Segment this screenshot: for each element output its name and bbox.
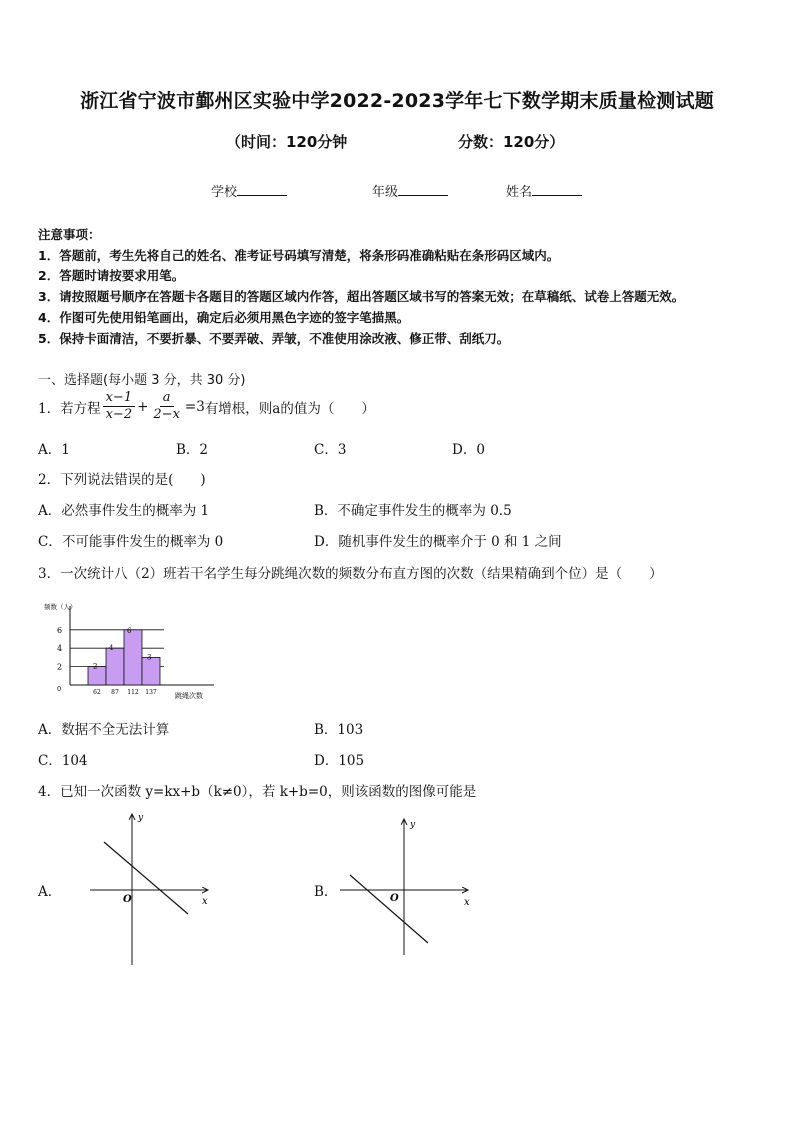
question-1-stem: [38, 390, 375, 423]
q1-fraction-1: [103, 390, 136, 423]
chart-ylabel: 频数（人）: [44, 603, 77, 611]
q1-option-d: D．0: [452, 442, 485, 458]
q1-fraction-2: [150, 390, 183, 423]
question-2-stem: 2．下列说法错误的是( ): [38, 472, 206, 488]
chart-bar-112: [124, 630, 142, 685]
q1-option-b: B．2: [176, 442, 209, 458]
q3-option-a: A．数据不全无法计算: [38, 722, 170, 738]
question-4-stem: 4．已知一次函数 y=kx+b（k≠0），若 k+b=0，则该函数的图像可能是: [38, 784, 477, 800]
q4-graph-a: [90, 810, 220, 970]
graph-a-origin: O: [123, 894, 132, 905]
name-field: [506, 181, 582, 200]
exam-time: （时间：120分钟: [226, 133, 348, 151]
q2-option-d: D．随机事件发生的概率介于 0 和 1 之间: [314, 534, 562, 550]
chart-bar-value-112: 6: [127, 626, 132, 635]
notice-item-1: 1．答题前，考生先将自己的姓名、准考证号码填写清楚，将条形码准确粘贴在条形码区域内。: [38, 248, 560, 263]
school-label: 学校: [211, 185, 238, 200]
name-label: 姓名: [506, 185, 533, 200]
q2-option-a: A．必然事件发生的概率为 1: [38, 503, 210, 519]
chart-bar-value-137: 3: [147, 653, 152, 662]
q4-option-b-label: B．: [314, 884, 338, 900]
chart-bar-value-62: 2: [93, 662, 98, 671]
q1-prefix: 1．若方程: [38, 400, 101, 417]
graph-a-x-label: x: [202, 896, 208, 907]
q1-frac2-numerator: a: [160, 390, 174, 407]
q1-plus: +: [137, 398, 149, 415]
chart-bar-137: [142, 657, 160, 685]
q1-frac1-numerator: x−1: [103, 390, 136, 407]
q4-option-a-label: A．: [38, 884, 62, 900]
notice-item-2: 2．答题时请按要求用笔。: [38, 268, 185, 283]
grade-label: 年级: [372, 185, 399, 200]
notice-item-3: 3．请按照题号顺序在答题卡各题目的答题区域内作答，超出答题区域书写的答案无效；在草稿纸、试卷上答题无效。: [38, 289, 685, 304]
graph-b-line: [350, 875, 428, 943]
school-blank: [237, 183, 287, 196]
notice-item-5: 5．保持卡面清洁，不要折暴、不要弄破、弄皱，不准使用涂改液、修正带、刮纸刀。: [38, 331, 510, 346]
name-blank: [532, 183, 582, 196]
q1-equals: =3: [184, 398, 205, 415]
chart-x-tick-62: 62: [93, 689, 101, 696]
q1-suffix: 有增根，则a的值为（ ）: [204, 400, 375, 417]
graph-b-x-label: x: [464, 897, 470, 908]
chart-x-ticks: [93, 689, 157, 696]
histogram-chart: [40, 598, 220, 704]
q3-option-d: D．105: [314, 753, 365, 769]
chart-y-tick-2: 2: [57, 662, 63, 672]
q1-frac2-denominator: 2−x: [153, 407, 180, 422]
q3-option-b: B．103: [314, 722, 364, 738]
q2-option-b: B．不确定事件发生的概率为 0.5: [314, 503, 512, 519]
graph-a-line: [104, 842, 188, 914]
graph-b-origin: O: [390, 893, 399, 904]
exam-title: 浙江省宁波市鄞州区实验中学2022-2023学年七下数学期末质量检测试题: [80, 90, 714, 112]
q4-graph-b: [340, 815, 480, 960]
chart-xlabel: 跳绳次数: [175, 692, 203, 700]
chart-y-tick-6: 6: [57, 625, 63, 635]
chart-bar-87: [106, 648, 124, 685]
school-field: [211, 181, 287, 200]
grade-blank: [398, 183, 448, 196]
section-heading: 一、选择题(每小题 3 分，共 30 分): [38, 373, 246, 388]
notice-item-4: 4．作图可先使用铅笔画出，确定后必须用黑色字迹的签字笔描黑。: [38, 310, 410, 325]
q1-option-a: A．1: [38, 442, 70, 458]
chart-y-ticks: [57, 626, 62, 672]
chart-x-tick-87: 87: [111, 689, 119, 696]
notice-heading: 注意事项：: [38, 227, 101, 242]
q1-frac1-denominator: x−2: [105, 407, 133, 422]
question-3-stem: 3．一次统计八（2）班若干名学生每分跳绳次数的频数分布直方图的次数（结果精确到个位）是（ ）: [38, 566, 663, 582]
chart-y-tick-4: 4: [57, 644, 63, 654]
chart-x-tick-112: 112: [127, 689, 139, 696]
chart-x-tick-137: 137: [145, 689, 157, 696]
q3-option-c: C．104: [38, 753, 88, 769]
q1-option-c: C．3: [314, 442, 347, 458]
graph-b-y-label: y: [410, 820, 416, 830]
exam-score: 分数：120分）: [458, 133, 565, 151]
chart-bar-value-87: 4: [109, 644, 114, 653]
graph-a-y-label: y: [138, 813, 144, 823]
grade-field: [372, 181, 448, 200]
q2-option-c: C．不可能事件发生的概率为 0: [38, 534, 224, 550]
chart-origin-label: 0: [57, 685, 62, 693]
